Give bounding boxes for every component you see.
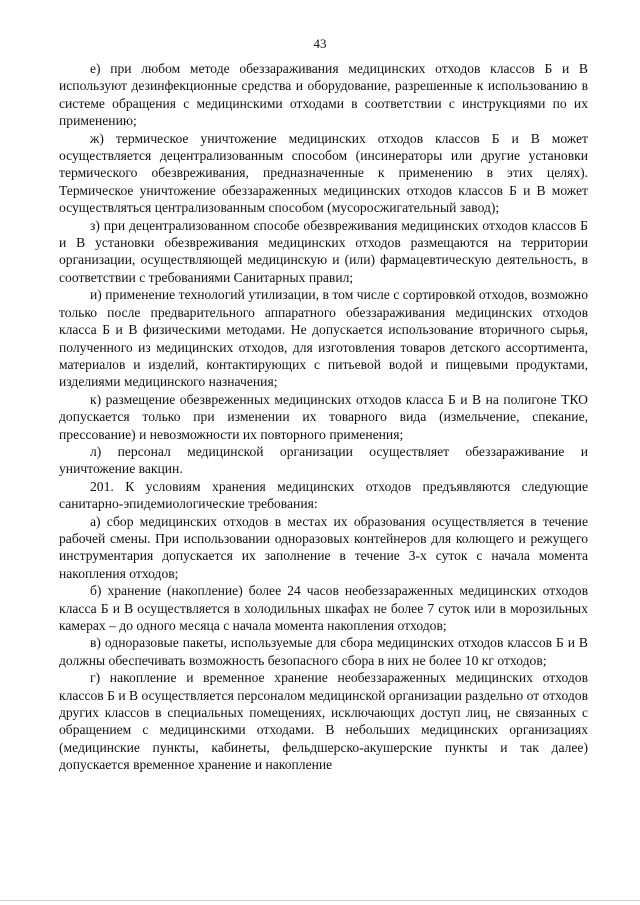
document-body bbox=[59, 60, 588, 774]
page-number: 43 bbox=[313, 36, 327, 51]
page-bottom-divider bbox=[0, 900, 640, 901]
paragraph-k: к) размещение обезвреженных медицинских отходов класса Б и В на полигоне ТКО допускается только при изменении их товарного вида (измельчение, спекание, прессование) и невозможности их повторного применения; bbox=[59, 391, 588, 442]
paragraph-e: е) при любом методе обеззараживания медицинских отходов классов Б и В используют дезинфекционные средства и оборудование, разрешенные к использованию в системе обращения с медицинскими отходами в соответствии с инструкциями по их применению; bbox=[59, 61, 588, 129]
paragraph-b: б) хранение (накопление) более 24 часов необеззараженных медицинских отходов класса Б и В осуществляется в холодильных шкафах не более 7 суток или в морозильных камерах – до одного месяца с начала момента накопления отходов; bbox=[59, 583, 588, 633]
paragraph-i: и) применение технологий утилизации, в том числе с сортировкой отходов, возможно только после предварительного аппаратного обеззараживания медицинских отходов класса Б и В физическими методами. Не допускается использование вторичного сырья, полученного из медицинских отходов, для изготовления товаров детского ассортимента, материалов и изделий, контактирующих с питьевой водой и пищевыми продуктами, изделиями медицинского назначения; bbox=[59, 287, 588, 390]
paragraph-l: л) персонал медицинской организации осуществляет обеззараживание и уничтожение вакцин. bbox=[59, 443, 588, 477]
paragraph-v: в) одноразовые пакеты, используемые для сбора медицинских отходов классов Б и В должны обеспечивать возможность безопасного сбора в них не более 10 кг отходов; bbox=[59, 635, 588, 668]
paragraph-z: з) при децентрализованном способе обезвреживания медицинских отходов классов Б и В установки обезвреживания медицинских отходов размещаются на территории организации, осуществляющей медицинскую и (или) фармацевтическую деятельность, в соответствии с требованиями Санитарных правил; bbox=[59, 217, 588, 285]
paragraph-zh: ж) термическое уничтожение медицинских отходов классов Б и В может осуществляется децентрализованным способом (инсинераторы или другие установки термического обезвреживания, предназначенные к применению в этих целях). Термическое уничтожение обеззараженных медицинских отходов классов Б и В может осуществляться централизованным способом (мусоросжигательный завод); bbox=[59, 130, 588, 216]
paragraph-a: а) сбор медицинских отходов в местах их образования осуществляется в течение рабочей смены. При использовании одноразовых контейнеров для колющего и режущего инструментария допускается их заполнение в течение 3-х суток с начала момента накопления отходов; bbox=[59, 513, 588, 581]
paragraph-g: г) накопление и временное хранение необеззараженных медицинских отходов классов Б и В осуществляется персоналом медицинской организации раздельно от отходов других классов в специальных помещениях, исключающих доступ лиц, не связанных с обращением с медицинскими отходами. В небольших медицинских организациях (медицинские пункты, кабинеты, фельдшерско-акушерские пункты и так далее) допускается временное хранение и накопление bbox=[59, 670, 588, 773]
paragraph-201: 201. К условиям хранения медицинских отходов предъявляются следующие санитарно-эпидемиологические требования: bbox=[59, 478, 588, 512]
